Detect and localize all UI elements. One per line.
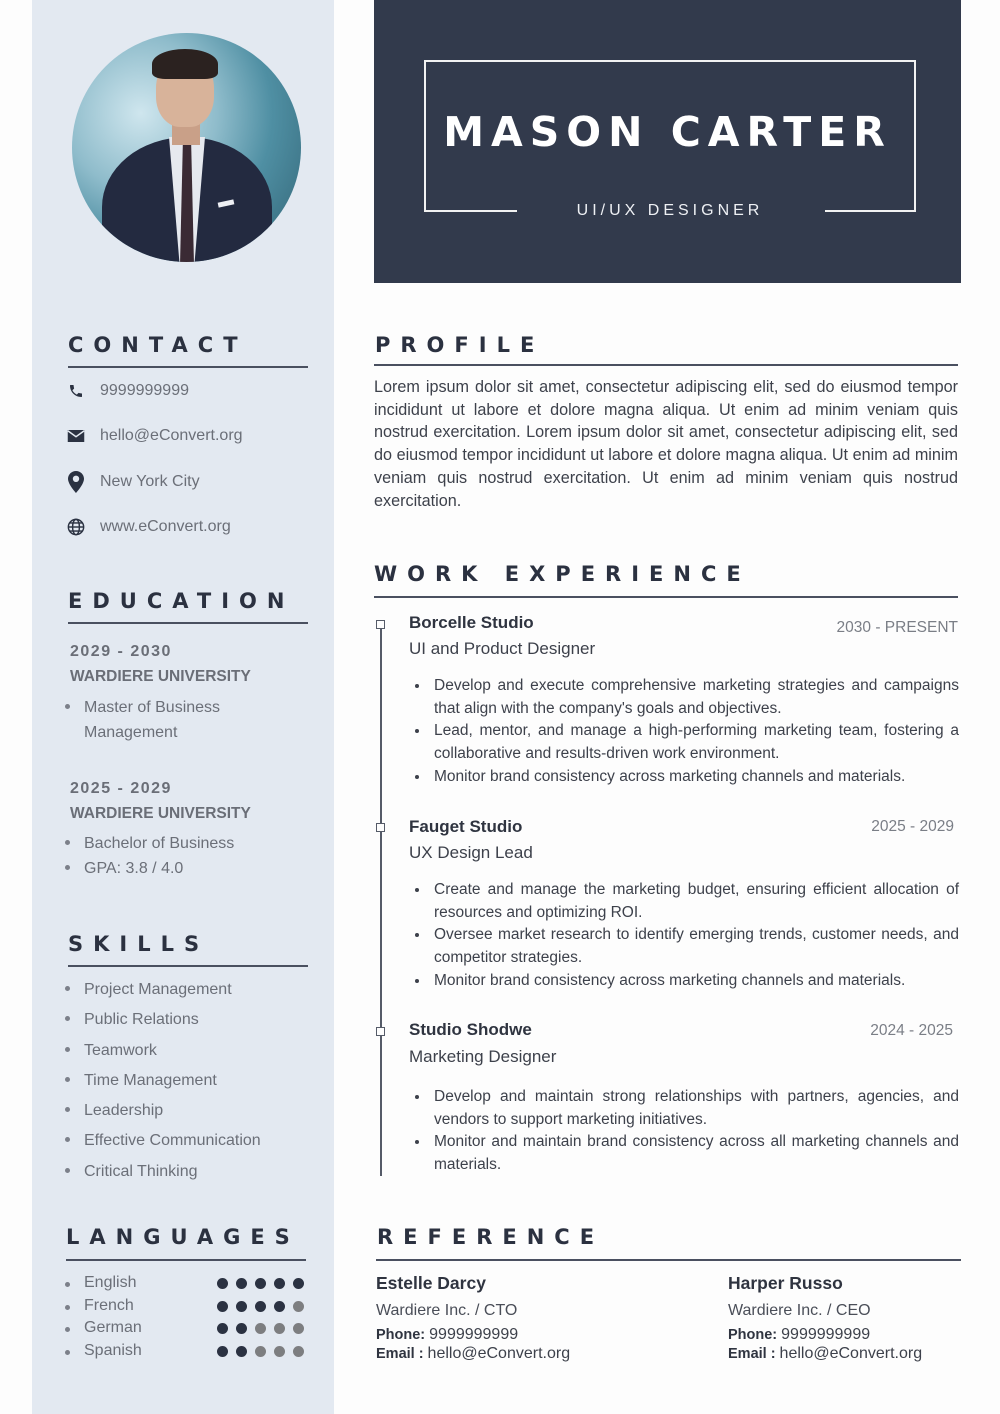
skill-item: Effective Communication [64,1128,324,1153]
work-experience-divider [374,596,958,598]
job-company: Studio Shodwe [409,1020,532,1039]
timeline-node [376,1027,385,1036]
skill-item: Leadership [64,1098,324,1123]
job-bullet: Lead, mentor, and manage a high-performing marketing team, fostering a collaborative and results-driven work environment. [413,720,959,765]
skill-item: Teamwork [64,1038,324,1063]
job-dates: 2024 - 2025 [870,1022,953,1039]
job-bullets [413,1086,959,1177]
education-school: WARDIERE UNIVERSITY [70,668,251,685]
education-school: WARDIERE UNIVERSITY [70,805,251,822]
job-dates: 2030 - PRESENT [836,619,958,636]
work-experience-heading: WORK EXPERIENCE [374,562,751,586]
language-item [64,1341,308,1363]
education-years: 2025 - 2029 [70,780,172,797]
rating-dot-filled [274,1301,285,1312]
reference-heading: REFERENCE [377,1225,605,1249]
reference-company: Wardiere Inc. / CEO [728,1302,871,1319]
job-company: Fauget Studio [409,817,523,836]
rating-dot-empty [293,1323,304,1334]
language-name: German [84,1319,142,1336]
job-bullets [413,675,959,789]
rating-dot-empty [255,1346,266,1357]
rating-dot-filled [236,1346,247,1357]
skill-item: Public Relations [64,1007,324,1032]
profile-heading: PROFILE [375,333,545,357]
frame-line [424,60,916,62]
job-role: UX Design Lead [409,843,533,862]
reference-email: Email : hello@eConvert.org [728,1345,923,1362]
reference-divider [376,1259,961,1261]
job-dates: 2025 - 2029 [871,818,954,835]
job-bullet: Monitor brand consistency across marketing channels and materials. [413,970,959,993]
job-bullet: Develop and maintain strong relationships with partners, agencies, and vendors to support marketing initiatives. [413,1086,959,1131]
skill-item: Time Management [64,1068,324,1093]
rating-dot-filled [217,1323,228,1334]
language-rating [217,1346,304,1357]
contact-divider [68,366,308,368]
education-years: 2029 - 2030 [70,643,172,660]
person-name: MASON CARTER [443,108,892,156]
job-role: Marketing Designer [409,1047,557,1066]
rating-dot-filled [236,1323,247,1334]
skills-divider [68,965,308,967]
rating-dot-empty [293,1301,304,1312]
rating-dot-filled [255,1301,266,1312]
location-text: New York City [100,473,200,490]
name-header [374,0,961,283]
job-bullet: Oversee market research to identify emerging trends, customer needs, and competitor strategies. [413,924,959,969]
language-item [64,1296,308,1318]
rating-dot-empty [274,1346,285,1357]
location-pin-icon [66,472,86,492]
reference-name: Harper Russo [728,1273,843,1293]
reference-card [728,1273,968,1363]
timeline-node [376,823,385,832]
contact-heading: CONTACT [68,333,248,357]
email-link[interactable]: hello@eConvert.org [100,427,243,444]
job-bullet: Develop and execute comprehensive marketing strategies and campaigns that align with the company's goals and objectives. [413,675,959,720]
rating-dot-empty [274,1323,285,1334]
reference-name: Estelle Darcy [376,1273,486,1293]
skill-item: Critical Thinking [64,1159,324,1184]
reference-card [376,1273,616,1363]
language-name: French [84,1297,134,1314]
language-rating [217,1301,304,1312]
job-bullet: Monitor and maintain brand consistency across all marketing channels and materials. [413,1131,959,1176]
contact-phone [66,380,189,402]
phone-text: 9999999999 [100,382,189,399]
education-detail: Bachelor of Business [64,831,304,856]
education-detail: Master of Business Management [64,695,264,745]
reference-company: Wardiere Inc. / CTO [376,1302,518,1319]
languages-divider [66,1259,306,1261]
contact-location [66,471,200,493]
reference-phone: Phone: 9999999999 [376,1326,519,1343]
languages-heading: LANGUAGES [66,1225,300,1249]
rating-dot-filled [255,1278,266,1289]
education-divider [68,622,308,624]
reference-email: Email : hello@eConvert.org [376,1345,571,1362]
person-role: UI/UX DESIGNER [576,202,764,219]
job-bullets [413,879,959,993]
job-company: Borcelle Studio [409,613,534,632]
profile-photo [72,33,301,262]
rating-dot-filled [217,1301,228,1312]
language-name: Spanish [84,1342,142,1359]
language-name: English [84,1274,137,1291]
language-item [64,1318,308,1340]
website-link[interactable]: www.eConvert.org [100,518,231,535]
timeline-line [380,626,382,1176]
language-rating [217,1323,304,1334]
education-heading: EDUCATION [68,589,295,613]
job-role: UI and Product Designer [409,639,596,658]
job-bullet: Monitor brand consistency across marketing channels and materials. [413,766,959,789]
timeline-node [376,620,385,629]
mail-icon [66,426,86,446]
education-detail: GPA: 3.8 / 4.0 [64,856,304,881]
rating-dot-filled [236,1301,247,1312]
contact-email [66,425,243,447]
rating-dot-filled [274,1278,285,1289]
reference-phone: Phone: 9999999999 [728,1326,871,1343]
rating-dot-filled [236,1278,247,1289]
job-bullet: Create and manage the marketing budget, ensuring efficient allocation of resources and optimizing ROI. [413,879,959,924]
rating-dot-empty [293,1346,304,1357]
rating-dot-empty [255,1323,266,1334]
skills-heading: SKILLS [68,932,210,956]
language-item [64,1273,308,1295]
profile-divider [374,364,958,366]
profile-text: Lorem ipsum dolor sit amet, consectetur adipiscing elit, sed do eiusmod tempor incididunt ut labore et dolore magna aliqua. Ut enim ad minim veniam quis nostrud exercitation. Lorem ipsum dolor sit amet, consectetur adipiscing elit, sed do eiusmod tempor incididunt ut labore et dolore magna aliqua. Ut enim ad minim veniam quis nostrud exercitation. Ut enim ad minim veniam quis nostrud exercitation. [374,378,958,510]
phone-icon [66,381,86,401]
contact-website [66,516,231,538]
rating-dot-filled [217,1278,228,1289]
globe-icon [66,517,86,537]
rating-dot-filled [217,1346,228,1357]
rating-dot-filled [293,1278,304,1289]
language-rating [217,1278,304,1289]
skill-item: Project Management [64,977,324,1002]
